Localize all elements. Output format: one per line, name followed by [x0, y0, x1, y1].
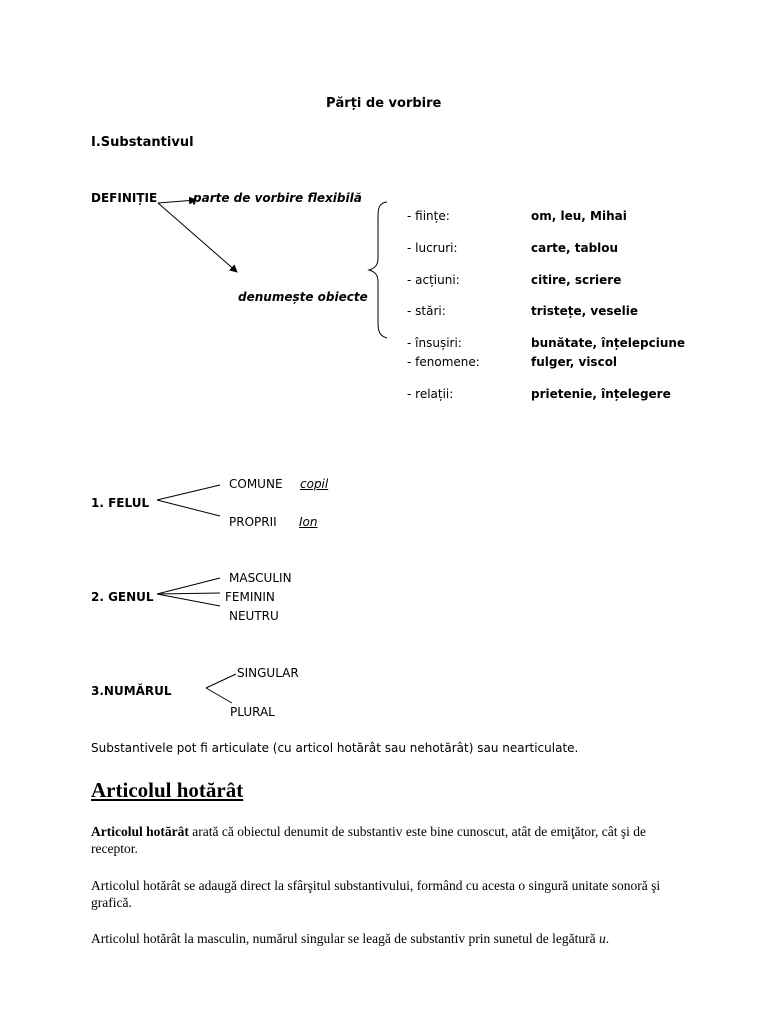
felul-item-example: Ion [299, 515, 318, 529]
curly-brace [369, 202, 387, 338]
category-term: - fenomene: [407, 355, 480, 369]
felul-item-name: COMUNE [229, 477, 283, 491]
article-heading: Articolul hotărât [91, 778, 244, 802]
category-example: prietenie, înțelegere [531, 387, 671, 401]
category-example: citire, scriere [531, 273, 622, 287]
numarul-label: 3.NUMĂRUL [91, 684, 172, 698]
paragraph-3-text: Articolul hotărât la masculin, numărul singular se leagă de substantiv prin sunetul de legătură [91, 931, 599, 946]
articulate-sentence: Substantivele pot fi articulate (cu articol hotărât sau nehotărât) sau nearticulate. [91, 741, 579, 755]
category-example: fulger, viscol [531, 355, 618, 369]
genul-item: NEUTRU [229, 609, 279, 623]
category-term: - lucruri: [407, 241, 458, 255]
felul-branch-proprii [157, 500, 220, 516]
numarul-item: PLURAL [230, 705, 275, 719]
paragraph-1 [91, 823, 691, 857]
paragraph-1-bold: Articolul hotărât [91, 824, 189, 839]
paragraph-3-italic: u [598, 931, 606, 946]
paragraph-1-text: arată că obiectul denumit de substantiv este bine cunoscut, atât de emiţător, cât şi de receptor. [91, 824, 647, 856]
category-term: - relații: [407, 387, 454, 401]
genul-item: FEMININ [225, 590, 275, 604]
arrow-to-denumeste [158, 203, 237, 272]
genul-branch-masculin [157, 578, 220, 594]
category-term: - ființe: [407, 209, 450, 223]
felul-item-example: copil [300, 477, 329, 491]
paragraph-2: Articolul hotărât se adaugă direct la sfârşitul substantivului, formând cu acesta o singură unitate sonoră şi grafică. [91, 878, 661, 910]
genul-branch-feminin [157, 593, 220, 594]
numarul-item: SINGULAR [237, 666, 299, 680]
numarul-branch-singular [206, 674, 236, 688]
category-term: - acțiuni: [407, 273, 460, 287]
felul-item-name: PROPRII [229, 515, 277, 529]
genul-branch-neutru [157, 594, 220, 606]
section-heading: I.Substantivul [91, 135, 194, 150]
category-example: carte, tablou [531, 241, 619, 255]
definition-label: DEFINIȚIE [91, 191, 158, 205]
category-term: - stări: [407, 304, 446, 318]
definition-flexible: parte de vorbire flexibilă [193, 191, 362, 205]
felul-branch-comune [157, 485, 220, 500]
definition-denumeste: denumește obiecte [238, 290, 368, 304]
category-example: bunătate, înțelepciune [531, 336, 686, 350]
paragraph-3-end: . [605, 931, 610, 946]
category-example: tristețe, veselie [531, 304, 639, 318]
category-example: om, leu, Mihai [531, 209, 627, 223]
genul-item: MASCULIN [229, 571, 292, 585]
paragraph-3 [91, 930, 691, 947]
felul-label: 1. FELUL [91, 496, 150, 510]
category-term: - însușiri: [407, 336, 462, 350]
numarul-branch-plural [206, 688, 232, 703]
page-title: Părți de vorbire [326, 96, 442, 111]
genul-label: 2. GENUL [91, 590, 154, 604]
arrow-to-flexible [158, 200, 196, 203]
